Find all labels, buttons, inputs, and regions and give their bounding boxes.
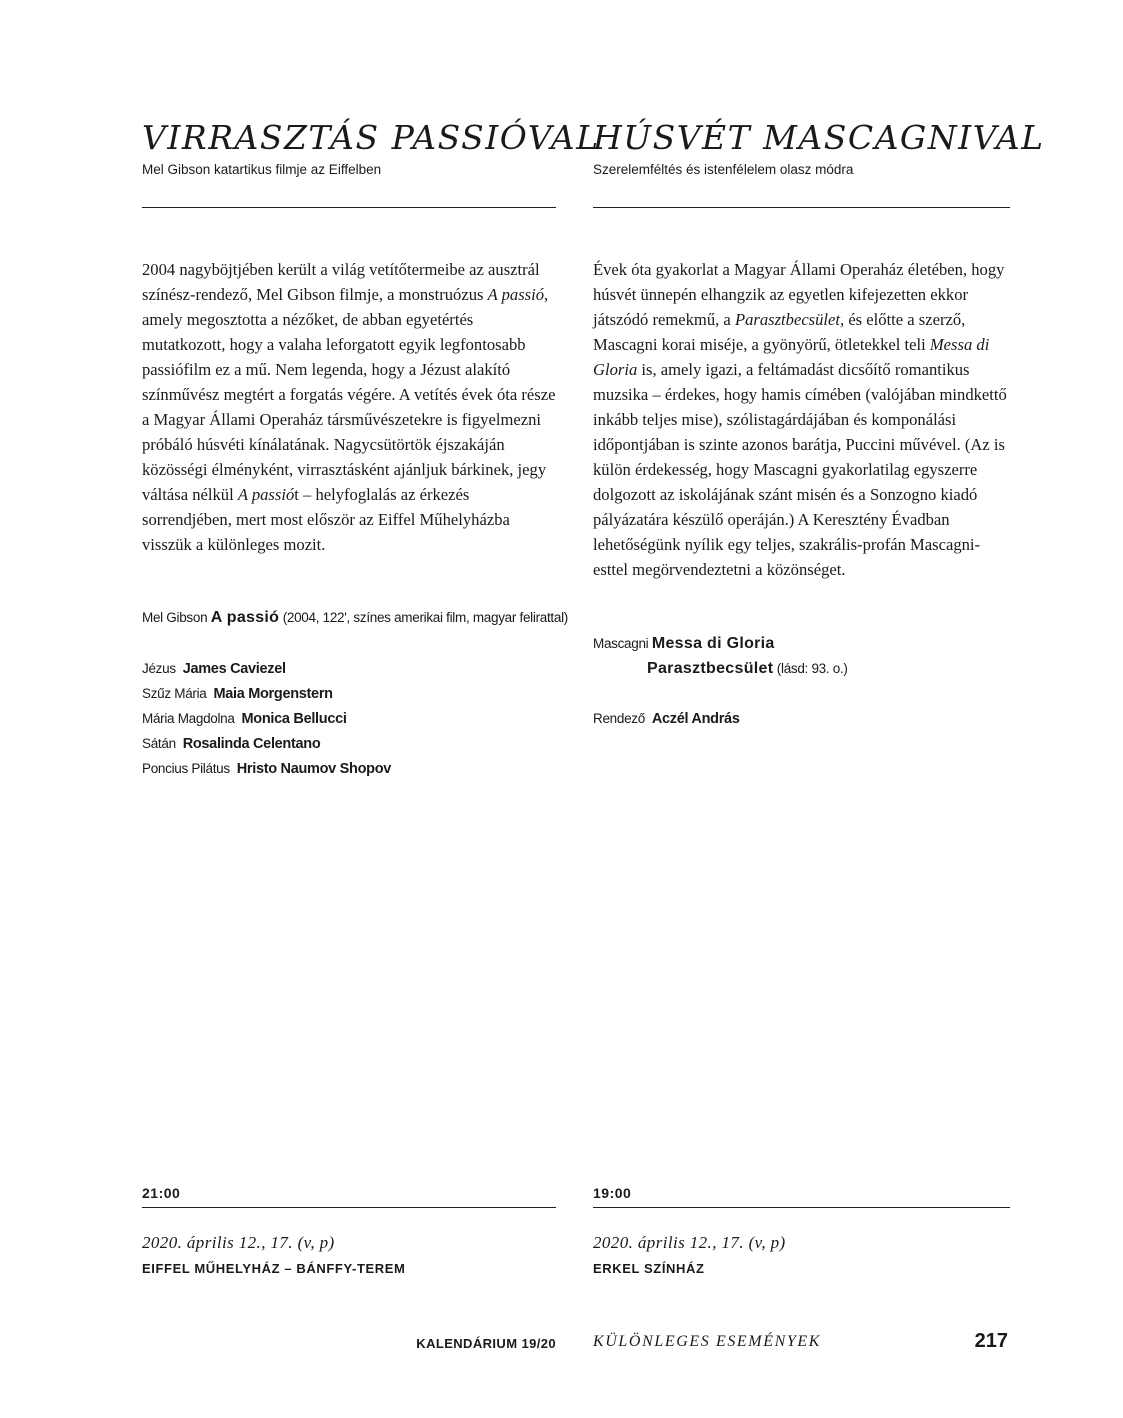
right-time: 19:00 (593, 1185, 632, 1201)
works-credit-2 (647, 656, 848, 681)
cast-row: Jézus James Caviezel (142, 661, 286, 677)
film-credit (142, 605, 568, 630)
cast-row: Sátán Rosalinda Celentano (142, 736, 321, 752)
left-title: VIRRASZTÁS PASSIÓVAL (142, 118, 600, 157)
page-number: 217 (974, 1330, 1008, 1352)
right-date: 2020. április 12., 17. (v, p) (593, 1233, 786, 1252)
left-time: 21:00 (142, 1185, 181, 1201)
left-body: 2004 nagyböjtjében került a világ vetítőtermeibe az ausztrál színész-rendező, Mel Gibson filmje, a monstruózus A passió, amely megosztotta a nézőket, de abban egyetértés mutatkozott, hogy a valaha leforgatott egyik legfontosabb passiófilm ez a mű. Nem legenda, hogy a Jézust alakító színművész megtért a forgatás végére. A vetítés évek óta része a Magyar Állami Operaház társművészetekre is figyelmezni próbáló húsvéti kínálatának. Nagycsütörtök éjszakáján közösségi élményként, virrasztásként ajánljuk bárkinek, jegy váltása nélkül A passiót – helyfoglalás az érkezés sorrendjében, mert most először az Eiffel Műhelyházba visszük a különleges mozit. (142, 260, 556, 554)
cast-row: Szűz Mária Maia Morgenstern (142, 686, 333, 702)
left-venue: EIFFEL MŰHELYHÁZ – BÁNFFY-TEREM (142, 1261, 406, 1276)
work-parasztbecsulet: Parasztbecsület (647, 660, 774, 677)
right-title: HÚSVÉT MASCAGNIVAL (593, 118, 1045, 157)
work-note: (lásd: 93. o.) (776, 661, 848, 676)
right-bottom-rule (593, 1207, 1010, 1208)
right-body: Évek óta gyakorlat a Magyar Állami Operaház életében, hogy húsvét ünnepén elhangzik az egyetlen kifejezetten ekkor játszódó remekmű, a Parasztbecsület, és előtte a szerző, Mascagni korai miséje, a gyönyörű, ötletekkel teli Messa di Gloria is, amely igazi, a feltámadást dicsőítő romantikus muzsika – érdekes, hogy hamis címében (valójában mindkettő inkább teljes mise), szólistagárdájában és komponálási időpontjában is szinte azonos barátja, Puccini művével. (Az is külön érdekesség, hogy Mascagni gyakorlatilag egyszerre dolgozott az iskolájának szánt misén és a Sonzogno kiadó pályázatára készülő operáján.) A Keresztény Évadban lehetőségünk nyílik egy teljes, szakrális-profán Mascagni-esttel megörvendeztetni a közönséget. (593, 260, 1007, 579)
right-subtitle: Szerelemféltés és istenfélelem olasz módra (593, 162, 854, 177)
film-title: A passió (210, 609, 280, 626)
film-director: Mel Gibson (142, 610, 208, 625)
footer-publication: KALENDÁRIUM 19/20 (416, 1336, 556, 1351)
composer: Mascagni (593, 636, 649, 651)
cast-row: Mária Magdolna Monica Bellucci (142, 711, 347, 727)
left-top-rule (142, 207, 556, 208)
works-credit (593, 631, 775, 656)
work-messa: Messa di Gloria (651, 635, 775, 652)
left-bottom-rule (142, 1207, 556, 1208)
right-venue: ERKEL SZÍNHÁZ (593, 1261, 705, 1276)
left-date: 2020. április 12., 17. (v, p) (142, 1233, 335, 1252)
director-credit: Rendező Aczél András (593, 711, 740, 727)
left-subtitle: Mel Gibson katartikus filmje az Eiffelben (142, 162, 382, 177)
cast-row: Poncius Pilátus Hristo Naumov Shopov (142, 761, 392, 777)
film-details: (2004, 122', színes amerikai film, magyar felirattal) (282, 610, 568, 625)
right-top-rule (593, 207, 1010, 208)
footer-section: KÜLÖNLEGES ESEMÉNYEK (593, 1333, 822, 1350)
